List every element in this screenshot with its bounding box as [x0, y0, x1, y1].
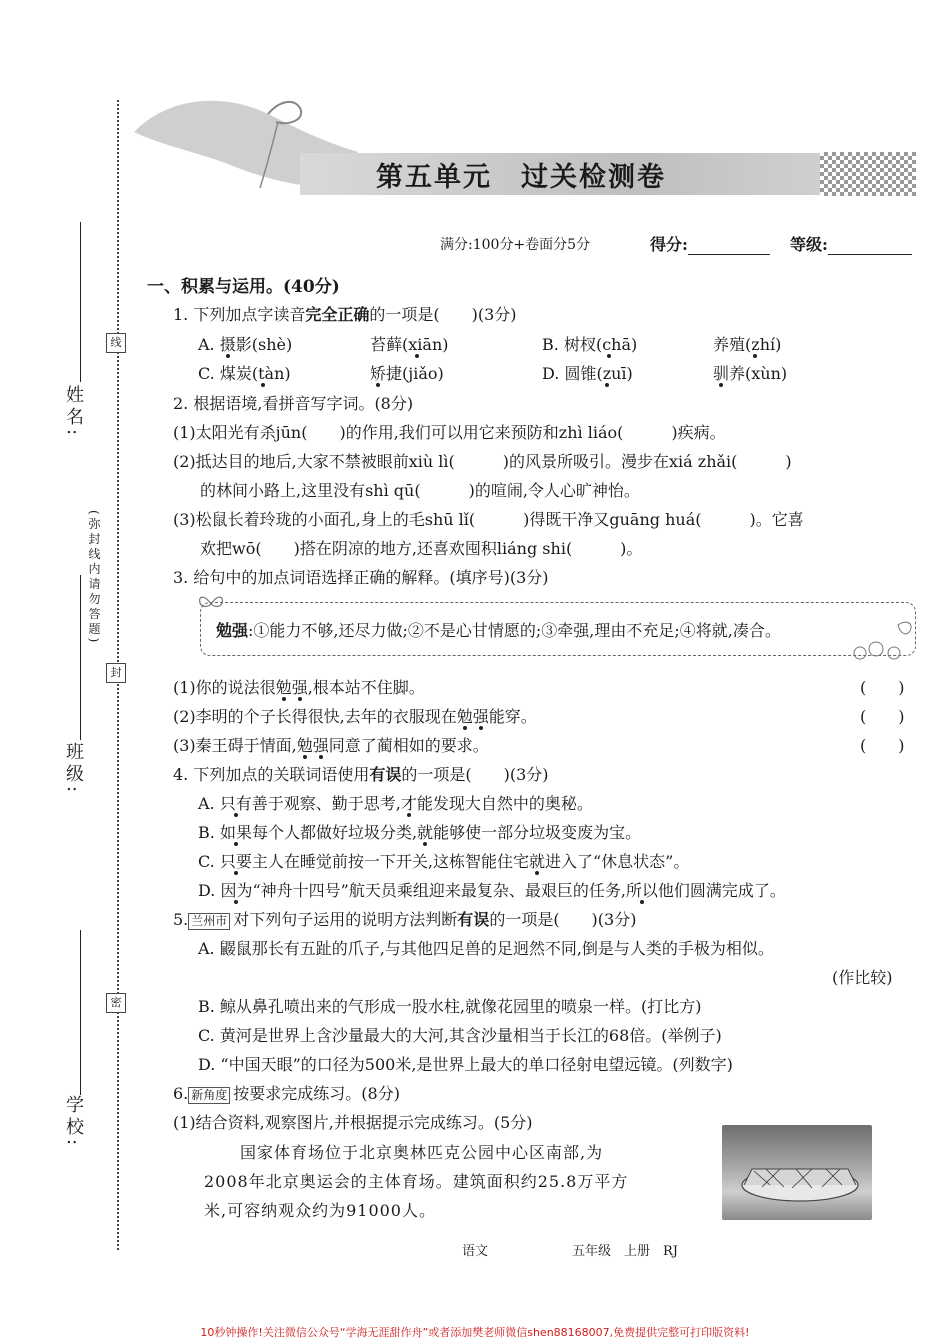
grade-field	[790, 232, 912, 255]
q4-option-d[interactable]: D. 因为“神舟十四号”航天员乘组迎来最复杂、最艰巨的任务,所以他们圆满完成了。	[198, 881, 786, 900]
q1-option-a2: 苔藓(xiān)	[370, 335, 449, 354]
grade-blank[interactable]	[828, 236, 912, 255]
stadium-photo	[722, 1125, 872, 1220]
q4-option-b[interactable]: B. 如果每个人都做好垃圾分类,就能够使一部分垃圾变废为宝。	[198, 823, 642, 842]
q3-item-3: (3)秦王碍于情面,勉强同意了蔺相如的要求。	[173, 736, 489, 755]
q2-line-3[interactable]: 的林间小路上,这里没有shì qū( )的喧闹,令人心旷神怡。	[200, 481, 640, 500]
flower-decoration-icon	[840, 615, 920, 665]
q5-option-a-method: (作比较)	[832, 968, 893, 987]
class-line	[80, 575, 81, 740]
q1-option-d2: 驯养(xùn)	[713, 364, 788, 383]
seal-char-3: 密	[106, 993, 126, 1013]
seal-char-1: 线	[106, 333, 126, 353]
seal-note: (弥封线内请勿答题)	[87, 510, 101, 646]
stadium-icon	[722, 1125, 872, 1220]
q4-option-c[interactable]: C. 只要主人在睡觉前按一下开关,这栋智能住宅就进入了“休息状态”。	[198, 852, 690, 871]
passage-line-2: 2008年北京奥运会的主体育场。建筑面积约25.8万平方	[204, 1172, 629, 1191]
q6-sub1: (1)结合资料,观察图片,并根据提示完成练习。(5分)	[173, 1113, 533, 1132]
q5-option-a[interactable]: A. 鼹鼠那长有五趾的爪子,与其他四足兽的足迥然不同,倒是与人类的手极为相似。	[198, 939, 774, 958]
definition-text: 勉强:①能力不够,还尽力做;②不是心甘情愿的;③牵强,理由不充足;④将就,凑合。	[216, 621, 781, 640]
checker-decoration	[820, 152, 916, 196]
q5-option-d[interactable]: D. “中国天眼”的口径为500米,是世界上最大的单口径射电望远镜。(列数字)	[198, 1055, 733, 1074]
school-label: 学校:	[63, 1095, 84, 1150]
name-label: 姓名:	[63, 385, 84, 440]
q3-item-2: (2)李明的个子长得很快,去年的衣服现在勉强能穿。	[173, 707, 537, 726]
score-blank[interactable]	[688, 236, 770, 255]
score-label: 得分:	[650, 235, 688, 254]
q2-line-1[interactable]: (1)太阳光有杀jūn( )的作用,我们可以用它来预防和zhì liáo( )疾病。	[173, 423, 726, 442]
q2-line-5[interactable]: 欢把wō( )搭在阴凉的地方,还喜欢囤积liáng shi( )。	[200, 539, 643, 558]
butterfly-icon	[196, 592, 226, 616]
full-marks: 满分:100分+卷面分5分	[440, 237, 591, 253]
footer-grade: 五年级 上册 RJ	[572, 1244, 678, 1259]
q3-answer-1[interactable]: ( )	[860, 678, 905, 697]
q3-answer-3[interactable]: ( )	[860, 736, 905, 755]
q4-option-a[interactable]: A. 只有善于观察、勤于思考,才能发现大自然中的奥秘。	[198, 794, 593, 813]
grade-label: 等级:	[790, 235, 828, 254]
class-label: 班级:	[63, 742, 84, 797]
q5-stem: 5. 兰州市 对下列句子运用的说明方法判断有误的一项是( )(3分)	[173, 910, 637, 929]
q6-stem: 6. 新角度 按要求完成练习。(8分)	[173, 1084, 400, 1103]
name-line	[80, 222, 81, 382]
footer-subject: 语文	[462, 1244, 489, 1259]
new-angle-tag: 新角度	[188, 1087, 230, 1104]
q1-option-a[interactable]: A. 摄影(shè)	[198, 335, 293, 354]
watermark-note: 10秒钟操作!关注微信公众号“学海无涯甜作舟”或者添加樊老师微信shen88168007,免费提供完整可打印版资料!	[200, 1326, 750, 1339]
q1-option-c2: 矫捷(jiǎo)	[370, 364, 444, 383]
region-tag: 兰州市	[188, 913, 230, 930]
section-heading: 一、积累与运用。(40分)	[147, 277, 340, 297]
q5-option-c[interactable]: C. 黄河是世界上含沙量最大的大河,其含沙量相当于长江的68倍。(举例子)	[198, 1026, 722, 1045]
q3-answer-2[interactable]: ( )	[860, 707, 905, 726]
q2-line-4[interactable]: (3)松鼠长着玲珑的小面孔,身上的毛shū lǐ( )得既干净又guāng huá( )。它喜	[173, 510, 804, 529]
passage-line-3: 米,可容纳观众约为91000人。	[204, 1201, 436, 1220]
q2-stem: 2. 根据语境,看拼音写字词。(8分)	[173, 394, 414, 413]
page-title: 第五单元 过关检测卷	[376, 162, 666, 193]
seal-char-2: 封	[106, 663, 126, 683]
school-line	[80, 930, 81, 1095]
q2-line-2[interactable]: (2)抵达目的地后,大家不禁被眼前xiù lì( )的风景所吸引。漫步在xiá zhǎi( )	[173, 452, 792, 471]
q1-option-b2: 养殖(zhí)	[713, 335, 782, 354]
q1-option-c[interactable]: C. 煤炭(tàn)	[198, 364, 291, 383]
q1-option-b[interactable]: B. 树杈(chā)	[542, 335, 638, 354]
q3-stem: 3. 给句中的加点词语选择正确的解释。(填序号)(3分)	[173, 568, 549, 587]
score-field	[650, 232, 770, 255]
q1-option-d[interactable]: D. 圆锥(zuī)	[542, 364, 633, 383]
passage-line-1: 国家体育场位于北京奥林匹克公园中心区南部,为	[240, 1143, 604, 1162]
q4-stem: 4. 下列加点的关联词语使用有误的一项是( )(3分)	[173, 765, 549, 784]
q1-stem: 1. 下列加点字读音完全正确的一项是( )(3分)	[173, 305, 517, 324]
q3-item-1: (1)你的说法很勉强,根本站不住脚。	[173, 678, 425, 697]
q5-option-b[interactable]: B. 鲸从鼻孔喷出来的气形成一股水柱,就像花园里的喷泉一样。(打比方)	[198, 997, 702, 1016]
